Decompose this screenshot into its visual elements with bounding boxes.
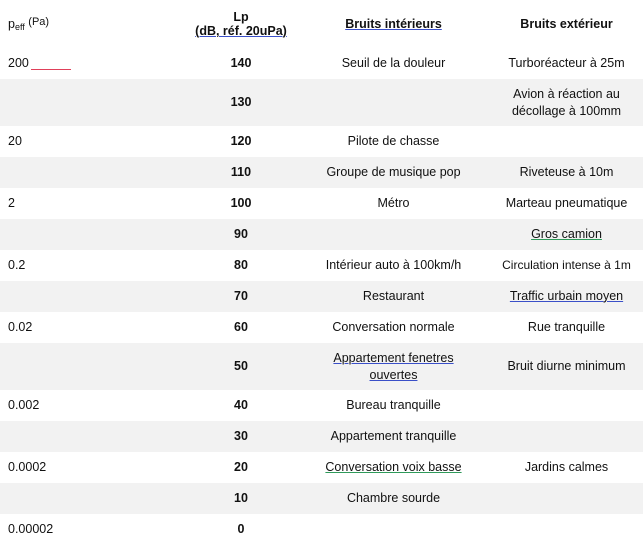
level-cell: 70 (185, 281, 297, 312)
table-row (0, 188, 643, 219)
level-cell: 0 (185, 514, 297, 545)
pressure-cell (0, 157, 185, 188)
interior-cell: Conversation voix basse (297, 452, 490, 483)
header-pressure-subscript: eff (14, 22, 25, 32)
header-pressure-symbol: p (8, 17, 15, 31)
table-row (0, 514, 643, 545)
interior-cell (297, 219, 490, 250)
level-cell: 40 (185, 390, 297, 421)
table-row (0, 312, 643, 343)
level-cell: 140 (185, 48, 297, 79)
exterior-cell (490, 483, 643, 514)
table-row (0, 483, 643, 514)
header-exterior (490, 0, 643, 48)
level-cell: 100 (185, 188, 297, 219)
header-level-unit: (dB, réf. 20uPa) (195, 24, 287, 38)
exterior-cell: Circulation intense à 1m (490, 250, 643, 281)
exterior-cell (490, 514, 643, 545)
table-row (0, 421, 643, 452)
header-interior-label: Bruits intérieurs (345, 17, 442, 31)
pressure-cell (0, 79, 185, 126)
interior-cell (297, 514, 490, 545)
exterior-cell: Jardins calmes (490, 452, 643, 483)
exterior-cell: Gros camion (490, 219, 643, 250)
exterior-cell (490, 390, 643, 421)
table-row (0, 126, 643, 157)
table-row (0, 343, 643, 390)
table-row (0, 452, 643, 483)
interior-cell: Appartement tranquille (297, 421, 490, 452)
pressure-cell: 0.2 (0, 250, 185, 281)
exterior-cell (490, 126, 643, 157)
pressure-cell: 0.00002 (0, 514, 185, 545)
header-row (0, 0, 643, 48)
level-cell: 110 (185, 157, 297, 188)
interior-cell: Appartement fenetres ouvertes (297, 343, 490, 390)
level-cell: 120 (185, 126, 297, 157)
table-row (0, 79, 643, 126)
level-cell: 60 (185, 312, 297, 343)
interior-cell: Bureau tranquille (297, 390, 490, 421)
level-cell: 130 (185, 79, 297, 126)
header-level (185, 0, 297, 48)
interior-cell: Métro (297, 188, 490, 219)
header-exterior-label: Bruits extérieur (520, 17, 613, 31)
level-cell: 80 (185, 250, 297, 281)
table-row (0, 250, 643, 281)
pressure-cell: 20 (0, 126, 185, 157)
pressure-cell: 200 (0, 48, 185, 79)
exterior-cell: Avion à réaction au décollage à 100mm (490, 79, 643, 126)
pressure-cell: 2 (0, 188, 185, 219)
interior-cell: Intérieur auto à 100km/h (297, 250, 490, 281)
table-row (0, 157, 643, 188)
pressure-cell (0, 483, 185, 514)
pressure-cell (0, 421, 185, 452)
pressure-cell (0, 343, 185, 390)
pressure-cell: 0.02 (0, 312, 185, 343)
level-cell: 50 (185, 343, 297, 390)
table-row (0, 219, 643, 250)
pressure-cell (0, 281, 185, 312)
table-row (0, 390, 643, 421)
level-cell: 20 (185, 452, 297, 483)
exterior-cell: Bruit diurne minimum (490, 343, 643, 390)
exterior-cell: Rue tranquille (490, 312, 643, 343)
interior-cell: Seuil de la douleur (297, 48, 490, 79)
interior-cell (297, 79, 490, 126)
level-cell: 30 (185, 421, 297, 452)
interior-cell: Chambre sourde (297, 483, 490, 514)
header-pressure-unit: (Pa) (28, 16, 50, 28)
pressure-cell (0, 219, 185, 250)
interior-cell: Restaurant (297, 281, 490, 312)
exterior-cell (490, 421, 643, 452)
table-row (0, 281, 643, 312)
header-pressure (0, 0, 185, 48)
exterior-cell: Traffic urbain moyen (490, 281, 643, 312)
table-row (0, 48, 643, 79)
interior-cell: Groupe de musique pop (297, 157, 490, 188)
header-interior (297, 0, 490, 48)
exterior-cell: Riveteuse à 10m (490, 157, 643, 188)
spellcheck-mark (31, 69, 71, 70)
exterior-cell: Marteau pneumatique (490, 188, 643, 219)
header-level-title: Lp (233, 10, 249, 24)
interior-cell: Conversation normale (297, 312, 490, 343)
pressure-cell: 0.002 (0, 390, 185, 421)
level-cell: 10 (185, 483, 297, 514)
level-cell: 90 (185, 219, 297, 250)
exterior-cell: Turboréacteur à 25m (490, 48, 643, 79)
pressure-cell: 0.0002 (0, 452, 185, 483)
interior-cell: Pilote de chasse (297, 126, 490, 157)
